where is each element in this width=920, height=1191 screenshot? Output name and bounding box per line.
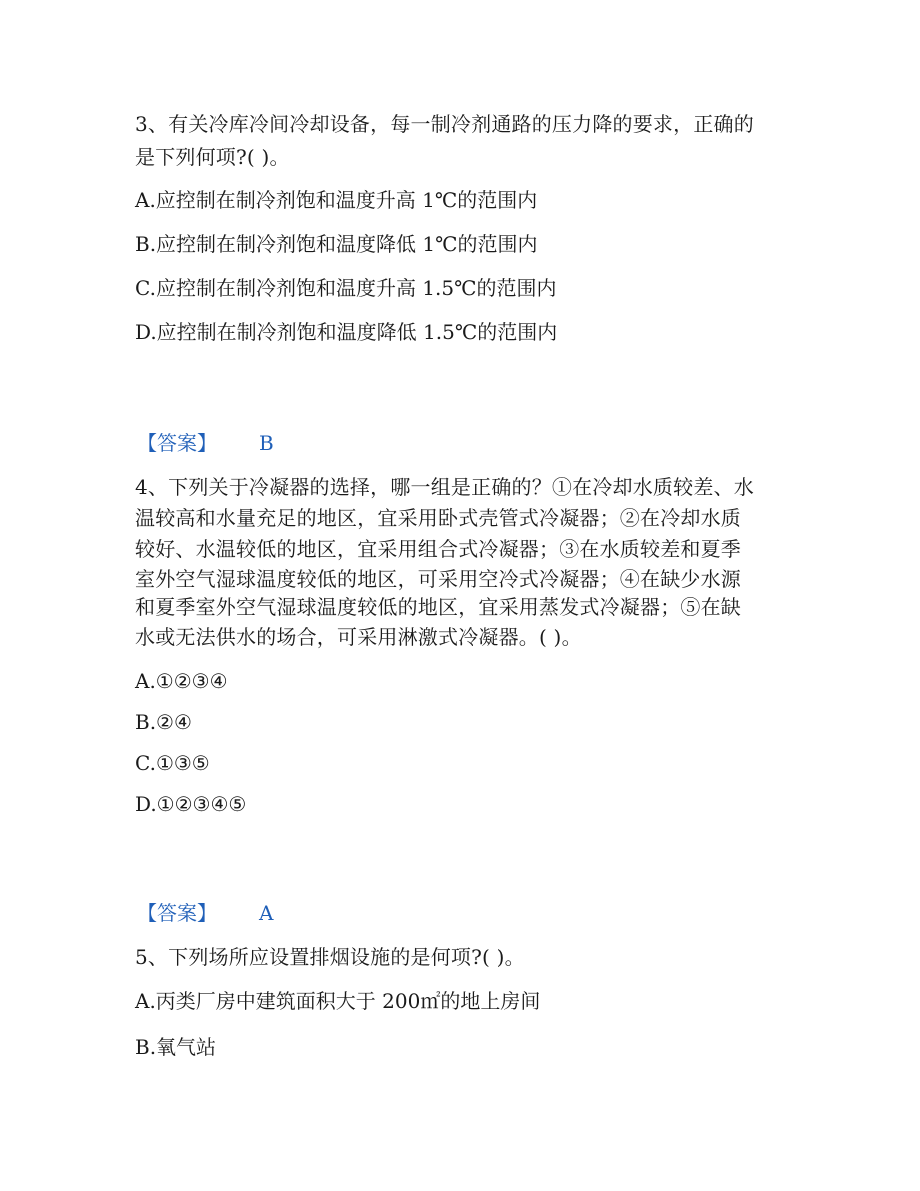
q3-option-a: A.应控制在制冷剂饱和温度升高 1℃的范围内 bbox=[135, 188, 538, 212]
q4-stem-line-3: 较好、水温较低的地区，宜采用组合式冷凝器；③在水质较差和夏季 bbox=[135, 537, 741, 561]
q5-stem-line-1: 5、下列场所应设置排烟设施的是何项?( )。 bbox=[135, 945, 525, 969]
q4-answer-value: A bbox=[259, 901, 274, 925]
q3-stem-line-2: 是下列何项?( )。 bbox=[135, 145, 290, 169]
q4-stem-line-5: 和夏季室外空气湿球温度较低的地区，宜采用蒸发式冷凝器；⑤在缺 bbox=[135, 595, 741, 619]
q3-stem-line-1: 3、有关冷库冷间冷却设备，每一制冷剂通路的压力降的要求，正确的 bbox=[135, 112, 754, 136]
q4-answer bbox=[137, 900, 273, 926]
q3-option-d: D.应控制在制冷剂饱和温度降低 1.5℃的范围内 bbox=[135, 320, 558, 344]
q4-option-c: C.①③⑤ bbox=[135, 751, 210, 775]
q3-option-b: B.应控制在制冷剂饱和温度降低 1℃的范围内 bbox=[135, 232, 538, 256]
q5-option-b: B.氧气站 bbox=[135, 1035, 217, 1059]
q4-option-b: B.②④ bbox=[135, 710, 192, 734]
q4-stem-line-6: 水或无法供水的场合，可采用淋激式冷凝器。( )。 bbox=[135, 625, 582, 649]
q4-answer-label: 【答案】 bbox=[137, 901, 217, 925]
q4-option-d: D.①②③④⑤ bbox=[135, 792, 247, 816]
q3-answer-label: 【答案】 bbox=[137, 431, 217, 455]
q3-answer-value: B bbox=[259, 431, 274, 455]
q4-stem-line-4: 室外空气湿球温度较低的地区，可采用空冷式冷凝器；④在缺少水源 bbox=[135, 567, 741, 591]
q5-option-a: A.丙类厂房中建筑面积大于 200㎡的地上房间 bbox=[135, 989, 541, 1013]
q3-option-c: C.应控制在制冷剂饱和温度升高 1.5℃的范围内 bbox=[135, 276, 557, 300]
q4-stem-line-1: 4、下列关于冷凝器的选择，哪一组是正确的？①在冷却水质较差、水 bbox=[135, 475, 754, 499]
q4-stem-line-2: 温较高和水量充足的地区，宜采用卧式壳管式冷凝器；②在冷却水质 bbox=[135, 506, 741, 530]
q4-option-a: A.①②③④ bbox=[135, 669, 228, 693]
q3-answer bbox=[137, 430, 274, 456]
